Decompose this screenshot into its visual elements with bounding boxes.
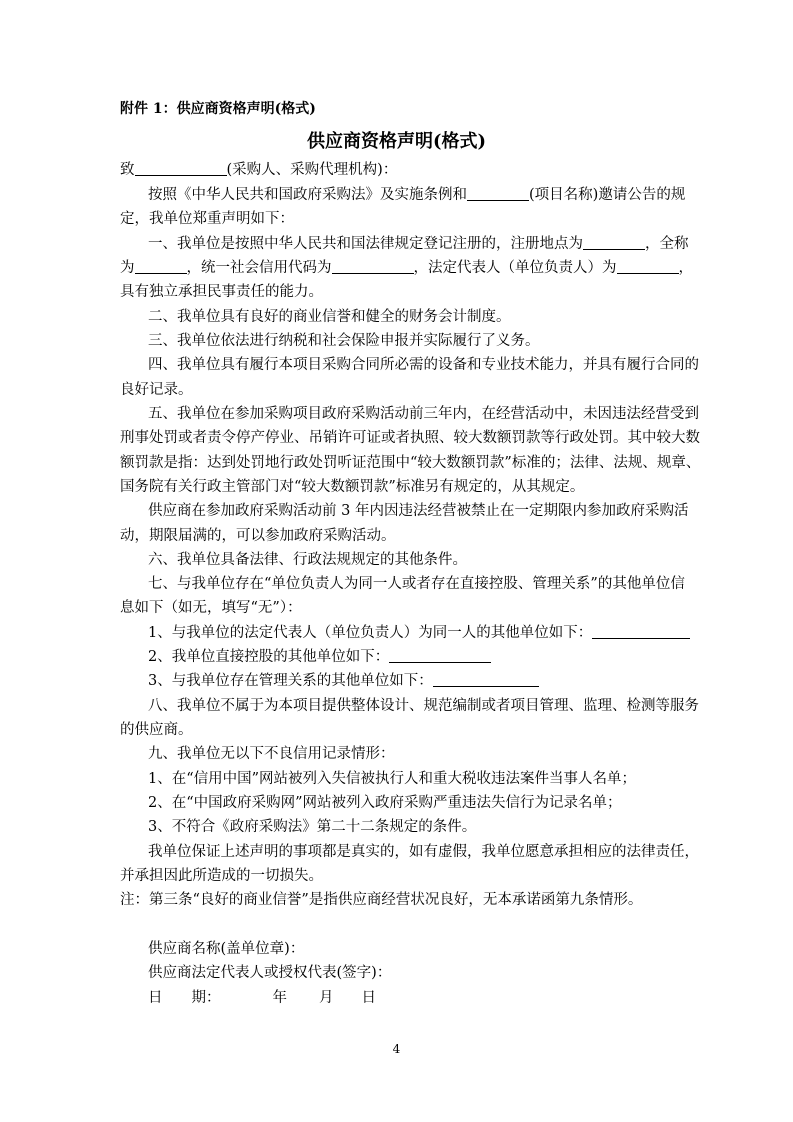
item1-line-3: 具有独立承担民事责任的能力。 [120, 284, 323, 300]
item1-text-d: ，统一社会信用代码为 [186, 260, 332, 276]
document-title: 供应商资格声明(格式) [306, 131, 487, 152]
project-name-blank[interactable] [467, 185, 529, 201]
legal-rep-blank[interactable] [617, 258, 679, 274]
item6-line: 六、我单位具备法律、行政法规规定的其他条件。 [148, 552, 467, 568]
item7-sub-1 [148, 623, 690, 643]
guarantee-line-1: 我单位保证上述声明的事项都是真实的，如有虚假，我单位愿意承担相应的法律责任， [148, 844, 699, 860]
full-name-blank[interactable] [135, 258, 187, 274]
item7-sub-2 [148, 647, 491, 667]
page-number: 4 [392, 1042, 401, 1056]
managed-units-blank[interactable] [433, 671, 539, 687]
item7-line-2: 息如下（如无，填写“无”）： [120, 600, 302, 616]
item8-line-2: 的供应商。 [120, 722, 193, 738]
credit-code-blank[interactable] [332, 258, 414, 274]
addressee-line [120, 160, 397, 180]
item1-text-e: ，法定代表人（单位负责人）为 [413, 260, 617, 276]
item1-text-a: 一、我单位是按照中华人民共和国法律规定登记注册的，注册地点为 [148, 236, 583, 252]
item9-sub-3: 3、不符合《政府采购法》第二十二条规定的条件。 [148, 819, 477, 835]
item2-line: 二、我单位具有良好的商业信誉和健全的财务会计制度。 [148, 309, 511, 325]
item5-line-4: 国务院有关行政主管部门对“较大数额罚款”标准另有规定的，从其规定。 [120, 479, 585, 495]
item3-line: 三、我单位依法进行纳税和社会保险申报并实际履行了义务。 [148, 333, 540, 349]
item1-line-1 [148, 234, 689, 254]
item1-text-b: ，全称 [645, 236, 689, 252]
controlled-units-blank[interactable] [389, 647, 491, 663]
guarantee-line-2: 并承担因此所造成的一切损失。 [120, 868, 323, 884]
item1-line-2 [120, 258, 693, 278]
year-label: 年 [272, 990, 287, 1006]
intro-text-b: (项目名称)邀请公告的规 [529, 187, 686, 203]
date-line [148, 988, 376, 1008]
item7-sub-3-text: 3、与我单位存在管理关系的其他单位如下： [148, 673, 433, 689]
note-line: 注：第三条“良好的商业信誉”是指供应商经营状况良好，无本承诺函第九条情形。 [120, 892, 643, 908]
item5-line-1: 五、我单位在参加采购项目政府采购活动前三年内，在经营活动中，未因违法经营受到 [148, 406, 699, 422]
month-label: 月 [319, 990, 334, 1006]
addressee-blank[interactable] [135, 160, 227, 176]
item7-sub-2-text: 2、我单位直接控股的其他单位如下： [148, 649, 390, 665]
item5-line-3: 额罚款是指：达到处罚地行政处罚听证范围中“较大数额罚款”标准的；法律、法规、规章、 [120, 455, 701, 471]
item1-text-f: ， [678, 260, 693, 276]
to-prefix: 致 [120, 162, 135, 178]
item7-sub-1-text: 1、与我单位的法定代表人（单位负责人）为同一人的其他单位如下： [148, 625, 593, 641]
item9-sub-2: 2、在“中国政府采购网”网站被列入政府采购严重违法失信行为记录名单； [148, 795, 622, 811]
intro-text-a: 按照《中华人民共和国政府采购法》及实施条例和 [148, 187, 467, 203]
same-rep-units-blank[interactable] [592, 623, 690, 639]
intro-line-2: 定，我单位郑重声明如下： [120, 211, 294, 227]
registration-place-blank[interactable] [583, 234, 645, 250]
item5-line-2: 刑事处罚或者责令停产停业、吊销许可证或者执照、较大数额罚款等行政处罚。其中较大数 [120, 430, 700, 446]
item9-line: 九、我单位无以下不良信用记录情形： [148, 746, 395, 762]
attachment-heading: 附件 1：供应商资格声明(格式) [120, 101, 316, 117]
item9-sub-1: 1、在“信用中国”网站被列入失信被执行人和重大税收违法案件当事人名单； [148, 771, 637, 787]
to-suffix: (采购人、采购代理机构)： [226, 162, 398, 178]
item4-line-1: 四、我单位具有履行本项目采购合同所必需的设备和专业技术能力，并具有履行合同的 [148, 357, 699, 373]
supplier-name-label: 供应商名称(盖单位章)： [148, 941, 305, 957]
date-label: 日 期： [148, 990, 221, 1006]
item5b-line-1: 供应商在参加政府采购活动前 3 年内因违法经营被禁止在一定期限内参加政府采购活 [148, 503, 689, 519]
item7-sub-3 [148, 671, 539, 691]
day-label: 日 [361, 990, 376, 1006]
legal-rep-label: 供应商法定代表人或授权代表(签字)： [148, 965, 392, 981]
item4-line-2: 良好记录。 [120, 382, 193, 398]
item7-line-1: 七、与我单位存在“单位负责人为同一人或者存在直接控股、管理关系”的其他单位信 [148, 576, 685, 592]
item1-text-c: 为 [120, 260, 135, 276]
item5b-line-2: 动，期限届满的，可以参加政府采购活动。 [120, 528, 396, 544]
intro-line-1 [148, 185, 685, 205]
item8-line-1: 八、我单位不属于为本项目提供整体设计、规范编制或者项目管理、监理、检测等服务 [148, 698, 699, 714]
